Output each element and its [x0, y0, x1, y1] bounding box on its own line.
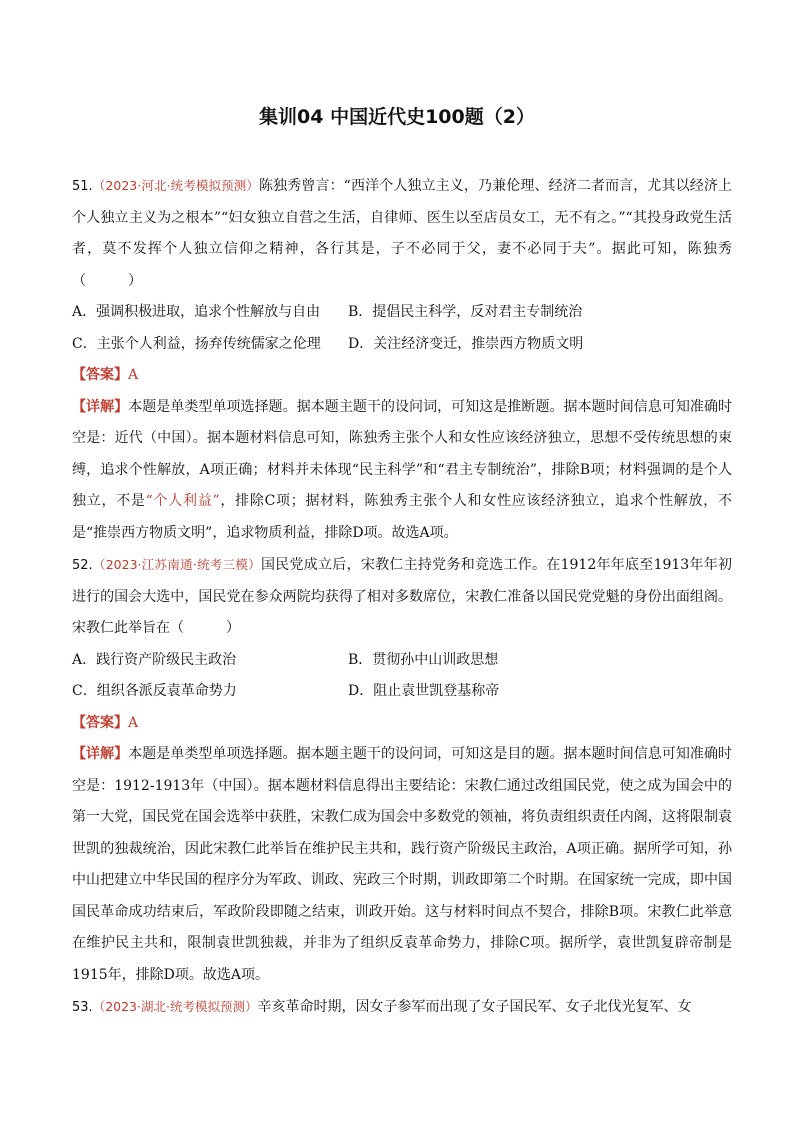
answer-label: 【答案】 [72, 367, 128, 383]
detail-text: ，排除C项；据材料，陈独秀主张个人和女性应该经济独立，追求个性解放，不是“推崇西方物质文明”，追求物质利益，排除D项。故选A项。 [72, 493, 732, 541]
question-number: 51. [72, 179, 93, 194]
detail-text: 本题是单类型单项选择题。据本题主题干的设问词，可知这是推断题。据本题时间信息可知准确时空是：近代（中国）。据本题材料信息可知，陈独秀主张个人和女性应该经济独立，思想不受传统思想的束缚，追求个性解放，A项正确；材料并未体现 [72, 398, 733, 478]
detail-text: ，排除B项；材料强调的是个人独立，不是 [72, 461, 732, 509]
answer-value: A [128, 367, 139, 383]
question-source: （2023·江苏南通·统考三模） [92, 557, 261, 572]
question-source: （2023·湖北·统考模拟预测） [92, 999, 258, 1014]
option-b: B．提倡民主科学，反对君主专制统治 [348, 304, 583, 320]
question-text: 陈独秀曾言：“西洋个人独立主义，乃兼伦理、经济二者而言，尤其以经济上个人独立主义为之根本”“妇女独立自营之生活，自律师、医生以至店员女工，无不有之。”“其投身政党生活者，莫不发挥个人独立信仰之精神，各行其是，子不必同于父，妻不必同于夫”。据此可知，陈独秀（ ） [72, 178, 733, 289]
option-c: C．组织各派反袁革命势力 [72, 683, 237, 699]
options-row [72, 329, 732, 361]
question-53-stem [72, 991, 732, 1024]
answer-line [72, 360, 732, 392]
detail-quote: “君主专制统治” [437, 461, 538, 478]
option-b: B．贯彻孙中山训政思想 [348, 651, 499, 668]
option-a: A．践行资产阶级民主政治 [72, 651, 237, 668]
detail-text: 本题是单类型单项选择题。据本题主题干的设问词，可知这是目的题。据本题时间信息可知准确时空是：1912-1913年（中国）。据本题材料信息得出主要结论：宋教仁通过改组国民党，使之成为国会中的第一大党，国民党在国会选举中获胜，宋教仁成为国会中多数党的领袖，将负责组织责任内阁，这将限制袁世凯的独裁统治，因此宋教仁此举旨在维护民主共和，践行资产阶级民主政治，A项正确。据所学可知，孙中山把建立中华民国的程序分为军政、训政、宪政三个时期，训政即第二个时期。在国家统一完成，即中国国民革命成功结束后，军政阶段即随之结束，训政开始。这与材料时间点不契合，排除B项。宋教仁此举意在维护民主共和，限制袁世凯独裁，并非为了组织反袁革命势力，排除C项。据所学，袁世凯复辟帝制是1915年，排除D项。故选A项。 [72, 746, 733, 983]
question-text: 国民党成立后，宋教仁主持党务和竞选工作。在1912年年底至1913年年初进行的国会大选中，国民党在参众两院均获得了相对多数席位，宋教仁准备以国民党党魁的身份出面组阁。宋教仁此举旨在（ ） [72, 557, 732, 636]
question-list [72, 170, 732, 1024]
question-51-stem [72, 170, 732, 297]
answer-value: A [128, 714, 139, 731]
option-c: C．主张个人利益，扬弃传统儒家之伦理 [72, 335, 321, 352]
answer-label: 【答案】 [72, 714, 128, 731]
options-row [72, 297, 732, 329]
page-title: 集训04 中国近代史100题（2） [259, 106, 535, 128]
answer-line [72, 708, 732, 740]
detail-label: 【详解】 [72, 746, 129, 762]
question-number: 52. [72, 558, 93, 573]
question-number: 53. [72, 1000, 93, 1015]
explanation [72, 739, 732, 991]
option-a: A．强调积极进取，追求个性解放与自由 [72, 304, 321, 320]
option-d: D．关注经济变迁，推崇西方物质文明 [348, 335, 584, 352]
explanation [72, 392, 732, 550]
options-row [72, 645, 732, 677]
question-text: 辛亥革命时期，因女子参军而出现了女子国民军、女子北伐光复军、女 [257, 999, 692, 1015]
detail-text: 和 [423, 461, 438, 478]
detail-label: 【详解】 [72, 398, 129, 415]
detail-quote-highlight: “个人利益” [145, 493, 220, 509]
option-d: D．阻止袁世凯登基称帝 [348, 683, 500, 699]
question-52-stem [72, 549, 732, 645]
question-source: （2023·河北·统考模拟预测） [92, 178, 259, 193]
options-row [72, 676, 732, 708]
detail-quote: “民主科学” [351, 461, 424, 478]
